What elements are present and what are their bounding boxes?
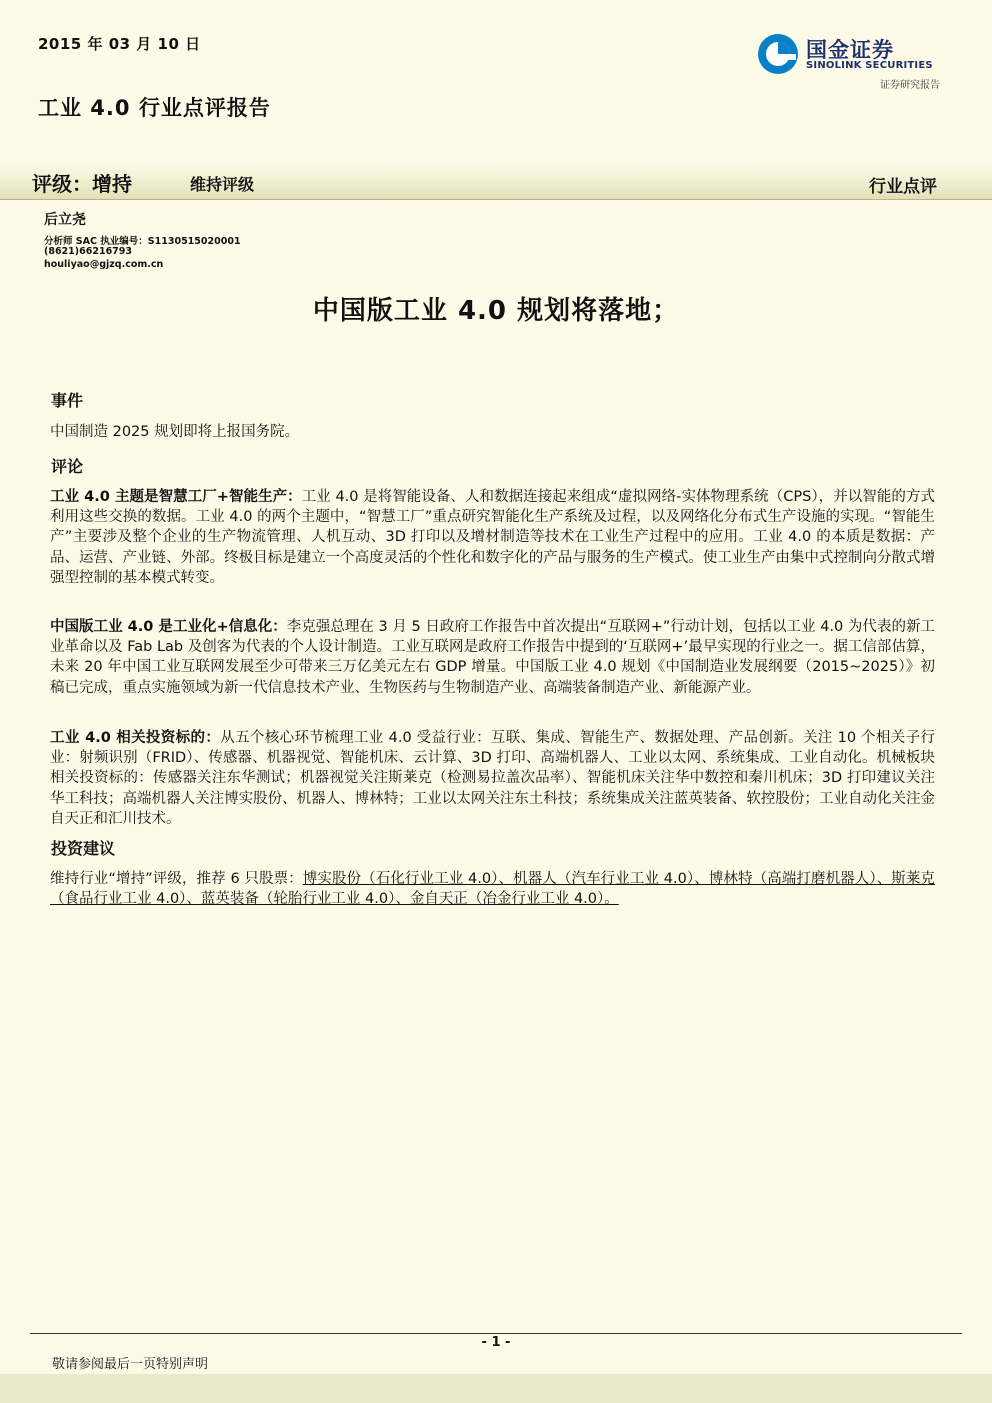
disclaimer-note: 敬请参阅最后一页特别声明: [52, 1357, 209, 1372]
section-title-invest: 投资建议: [51, 839, 116, 858]
paragraph-lead: 中国版工业 4.0 是工业化+信息化：: [50, 619, 287, 635]
paragraph-body: 李克强总理在 3 月 5 日政府工作报告中首次提出“互联网+”行动计划，包括以工业 4.0 为代表的新工业革命以及 Fab Lab 及创客为代表的个人设计制造。工业互联网是政府工作报告中提到的‘互联网+’最早实现的行业之一。据工信部估算，未来 20 年中国工业互联网发展至少可带来三万亿美元左右 GDP 增量。中国版工业 4.0 规划《中国制造业发展纲要（2015~2025）》初稿已完成，重点实施领域为新一代信息技术产业、生物医药与生物制造产业、高端装备制造产业、新能源产业。: [50, 619, 935, 696]
headline: 中国版工业 4.0 规划将落地；: [312, 296, 680, 326]
paragraph-china-industry: [50, 617, 935, 698]
rating-note: 维持评级: [190, 175, 255, 194]
paragraph-investment-targets: [50, 728, 935, 829]
sinolink-logo-icon: [756, 32, 800, 76]
paragraph-body: 从五个核心环节梳理工业 4.0 受益行业：互联、集成、智能生产、数据处理、产品创新。关注 10 个相关子行业：射频识别（FRID）、传感器、机器视觉、智能机床、云计算、3D 打印、高端机器人、工业以太网、系统集成、工业自动化。机械板块相关投资标的：传感器关注东华测试；机器视觉关注斯莱克（检测易拉盖次品率）、智能机床关注华中数控和秦川机床；3D 打印建议关注华工科技；高端机器人关注博实股份、机器人、博林特；工业以太网关注东土科技；系统集成关注蓝英装备、软控股份；工业自动化关注金自天正和汇川技术。: [50, 730, 935, 827]
section-title-event: 事件: [51, 391, 84, 410]
paragraph-invest-advice: [50, 869, 935, 909]
page-number: - 1 -: [481, 1335, 511, 1350]
brand-subtitle: 证券研究报告: [880, 80, 940, 91]
analyst-phone: (8621)66216793: [44, 246, 133, 257]
analyst-email: houliyao@gjzq.com.cn: [44, 259, 164, 270]
brand-name-en: SINOLINK SECURITIES: [806, 60, 933, 71]
rating-label: 评级：增持: [32, 172, 132, 196]
brand-name-cn: 国金证券: [806, 38, 894, 62]
rating-band: [0, 163, 992, 200]
sinolink-logo: [756, 30, 946, 80]
analyst-name: 后立尧: [44, 212, 86, 228]
footer-divider: [30, 1333, 962, 1334]
analyst-license: 分析师 SAC 执业编号：S1130515020001: [44, 236, 241, 247]
report-date: 2015 年 03 月 10 日: [38, 35, 201, 53]
invest-picks: 博实股份（石化行业工业 4.0）、机器人（汽车行业工业 4.0）、博林特（高端打磨机器人）、斯莱克（食品行业工业 4.0）、蓝英装备（轮胎行业工业 4.0）、金自天正（冶金行业工业 4.0）。: [50, 871, 935, 908]
report-title: 工业 4.0 行业点评报告: [38, 96, 271, 120]
event-text: 中国制造 2025 规划即将上报国务院。: [50, 424, 300, 440]
section-title-comment: 评论: [51, 457, 84, 476]
paragraph-body: 工业 4.0 是将智能设备、人和数据连接起来组成“虚拟网络-实体物理系统（CPS），并以智能的方式利用这些交换的数据。工业 4.0 的两个主题中，“智慧工厂”重点研究智能化生产系统及过程，以及网络化分布式生产设施的实现。“智能生产”主要涉及整个企业的生产物流管理、人机互动、3D 打印以及增材制造等技术在工业生产过程中的应用。工业 4.0 的本质是数据：产品、运营、产业链、外部。终极目标是建立一个高度灵活的个性化和数字化的产品与服务的生产模式。使工业生产由集中式控制向分散式增强型控制的基本模式转变。: [50, 489, 935, 586]
bottom-band: [0, 1374, 992, 1403]
report-type-tag: 行业点评: [869, 177, 937, 197]
paragraph-lead: 工业 4.0 相关投资标的：: [50, 730, 221, 746]
invest-lead: 维持行业“增持”评级，推荐 6 只股票：: [50, 871, 303, 887]
paragraph-smart-factory: [50, 487, 935, 588]
paragraph-lead: 工业 4.0 主题是智慧工厂+智能生产：: [50, 489, 302, 505]
